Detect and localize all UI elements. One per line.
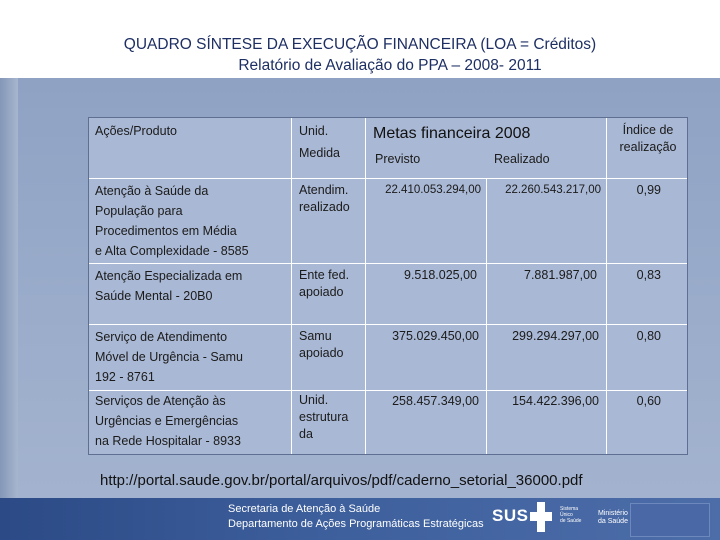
table-row-4-acao — [95, 391, 241, 451]
title-line-2: Relatório de Avaliação do PPA – 2008- 2011 — [238, 57, 542, 74]
unid-line: Ente fed. — [299, 268, 350, 282]
header-previsto: Previsto — [375, 152, 421, 166]
acao-line: Procedimentos em Média — [95, 224, 237, 238]
row-divider — [89, 178, 687, 179]
sus-logo-text: SUS — [492, 506, 529, 525]
header-acoes-produto: Ações/Produto — [95, 124, 177, 138]
table-row-4-realizado: 154.422.396,00 — [512, 394, 599, 408]
acao-line: Serviços de Atenção às — [95, 394, 226, 408]
column-divider — [486, 178, 487, 454]
table-row-1-previsto: 22.410.053.294,00 — [385, 184, 481, 196]
table-row-4-previsto: 258.457.349,00 — [392, 394, 479, 408]
sus-cross-icon — [530, 502, 552, 532]
footer-decorative-box — [630, 503, 710, 537]
table-row-3-indice: 0,80 — [636, 329, 661, 343]
header-indice-line-1: Índice de — [622, 123, 674, 137]
sus-subtitle-line: Único — [560, 512, 573, 518]
acao-line: na Rede Hospitalar - 8933 — [95, 434, 241, 448]
unid-line: Samu — [299, 329, 332, 343]
row-divider — [89, 263, 687, 264]
acao-line: População para — [95, 204, 183, 218]
ministerio-line: da Saúde — [598, 518, 628, 525]
ministerio-logo-text — [598, 510, 628, 526]
unid-line: realizado — [299, 200, 350, 214]
table-row-2-unid — [299, 267, 349, 301]
table-row-1-acao — [95, 181, 249, 261]
header-unid-line-2: Medida — [299, 146, 340, 160]
column-divider — [606, 118, 607, 454]
table-row-4-indice: 0,60 — [636, 394, 661, 408]
acao-line: Urgências e Emergências — [95, 414, 239, 428]
table-row-3-previsto: 375.029.450,00 — [392, 329, 479, 343]
table-row-3-acao — [95, 327, 243, 387]
title-line-1: QUADRO SÍNTESE DA EXECUÇÃO FINANCEIRA (LOA = Créditos) — [123, 36, 597, 53]
acao-line: Móvel de Urgência - Samu — [95, 350, 243, 364]
acao-line: Saúde Mental - 20B0 — [95, 289, 213, 303]
column-divider — [291, 118, 292, 454]
slide-title — [0, 34, 720, 76]
header-metas-financeira: Metas financeira 2008 — [373, 125, 531, 142]
header-indice-line-2: realização — [619, 140, 677, 154]
acao-line: e Alta Complexidade - 8585 — [95, 244, 249, 258]
header-unid-line-1: Unid. — [299, 124, 329, 138]
table-row-4-unid — [299, 392, 348, 443]
acao-line: Atenção à Saúde da — [95, 184, 209, 198]
table-row-1-indice: 0,99 — [636, 183, 661, 197]
table-row-3-realizado: 299.294.297,00 — [512, 329, 599, 343]
unid-line: apoiado — [299, 285, 344, 299]
sus-logo-subtitle — [560, 506, 581, 524]
unid-line: da — [299, 427, 313, 441]
header-realizado: Realizado — [494, 152, 550, 166]
unid-line: apoiado — [299, 346, 344, 360]
row-divider — [89, 324, 687, 325]
column-divider — [365, 118, 366, 454]
ministerio-line: Ministério — [598, 510, 628, 517]
table-row-2-acao — [95, 266, 242, 306]
table-row-2-realizado: 7.881.987,00 — [524, 268, 597, 282]
unid-line: Atendim. — [299, 183, 349, 197]
table-row-1-unid — [299, 182, 350, 216]
acao-line: Serviço de Atendimento — [95, 330, 228, 344]
unid-line: Unid. — [299, 393, 329, 407]
sus-subtitle-line: Sistema — [560, 506, 579, 512]
table-row-3-unid — [299, 328, 344, 362]
footer-line-2: Departamento de Ações Programáticas Estratégicas — [228, 518, 484, 530]
financial-summary-table — [88, 117, 688, 455]
header-indice-realizacao — [609, 122, 687, 156]
acao-line: 192 - 8761 — [95, 370, 155, 384]
acao-line: Atenção Especializada em — [95, 269, 243, 283]
table-row-2-previsto: 9.518.025,00 — [404, 268, 477, 282]
table-row-1-realizado: 22.260.543.217,00 — [505, 184, 601, 196]
sus-subtitle-line: de Saúde — [560, 518, 582, 524]
unid-line: estrutura — [299, 410, 349, 424]
footer-line-1: Secretaria de Atenção à Saúde — [228, 503, 381, 515]
source-link[interactable]: http://portal.saude.gov.br/portal/arquivos/pdf/caderno_setorial_36000.pdf — [100, 472, 583, 489]
table-row-2-indice: 0,83 — [636, 268, 661, 282]
footer-department-text — [228, 502, 484, 532]
left-decorative-strip — [0, 78, 18, 498]
header-unid-medida — [299, 122, 340, 163]
